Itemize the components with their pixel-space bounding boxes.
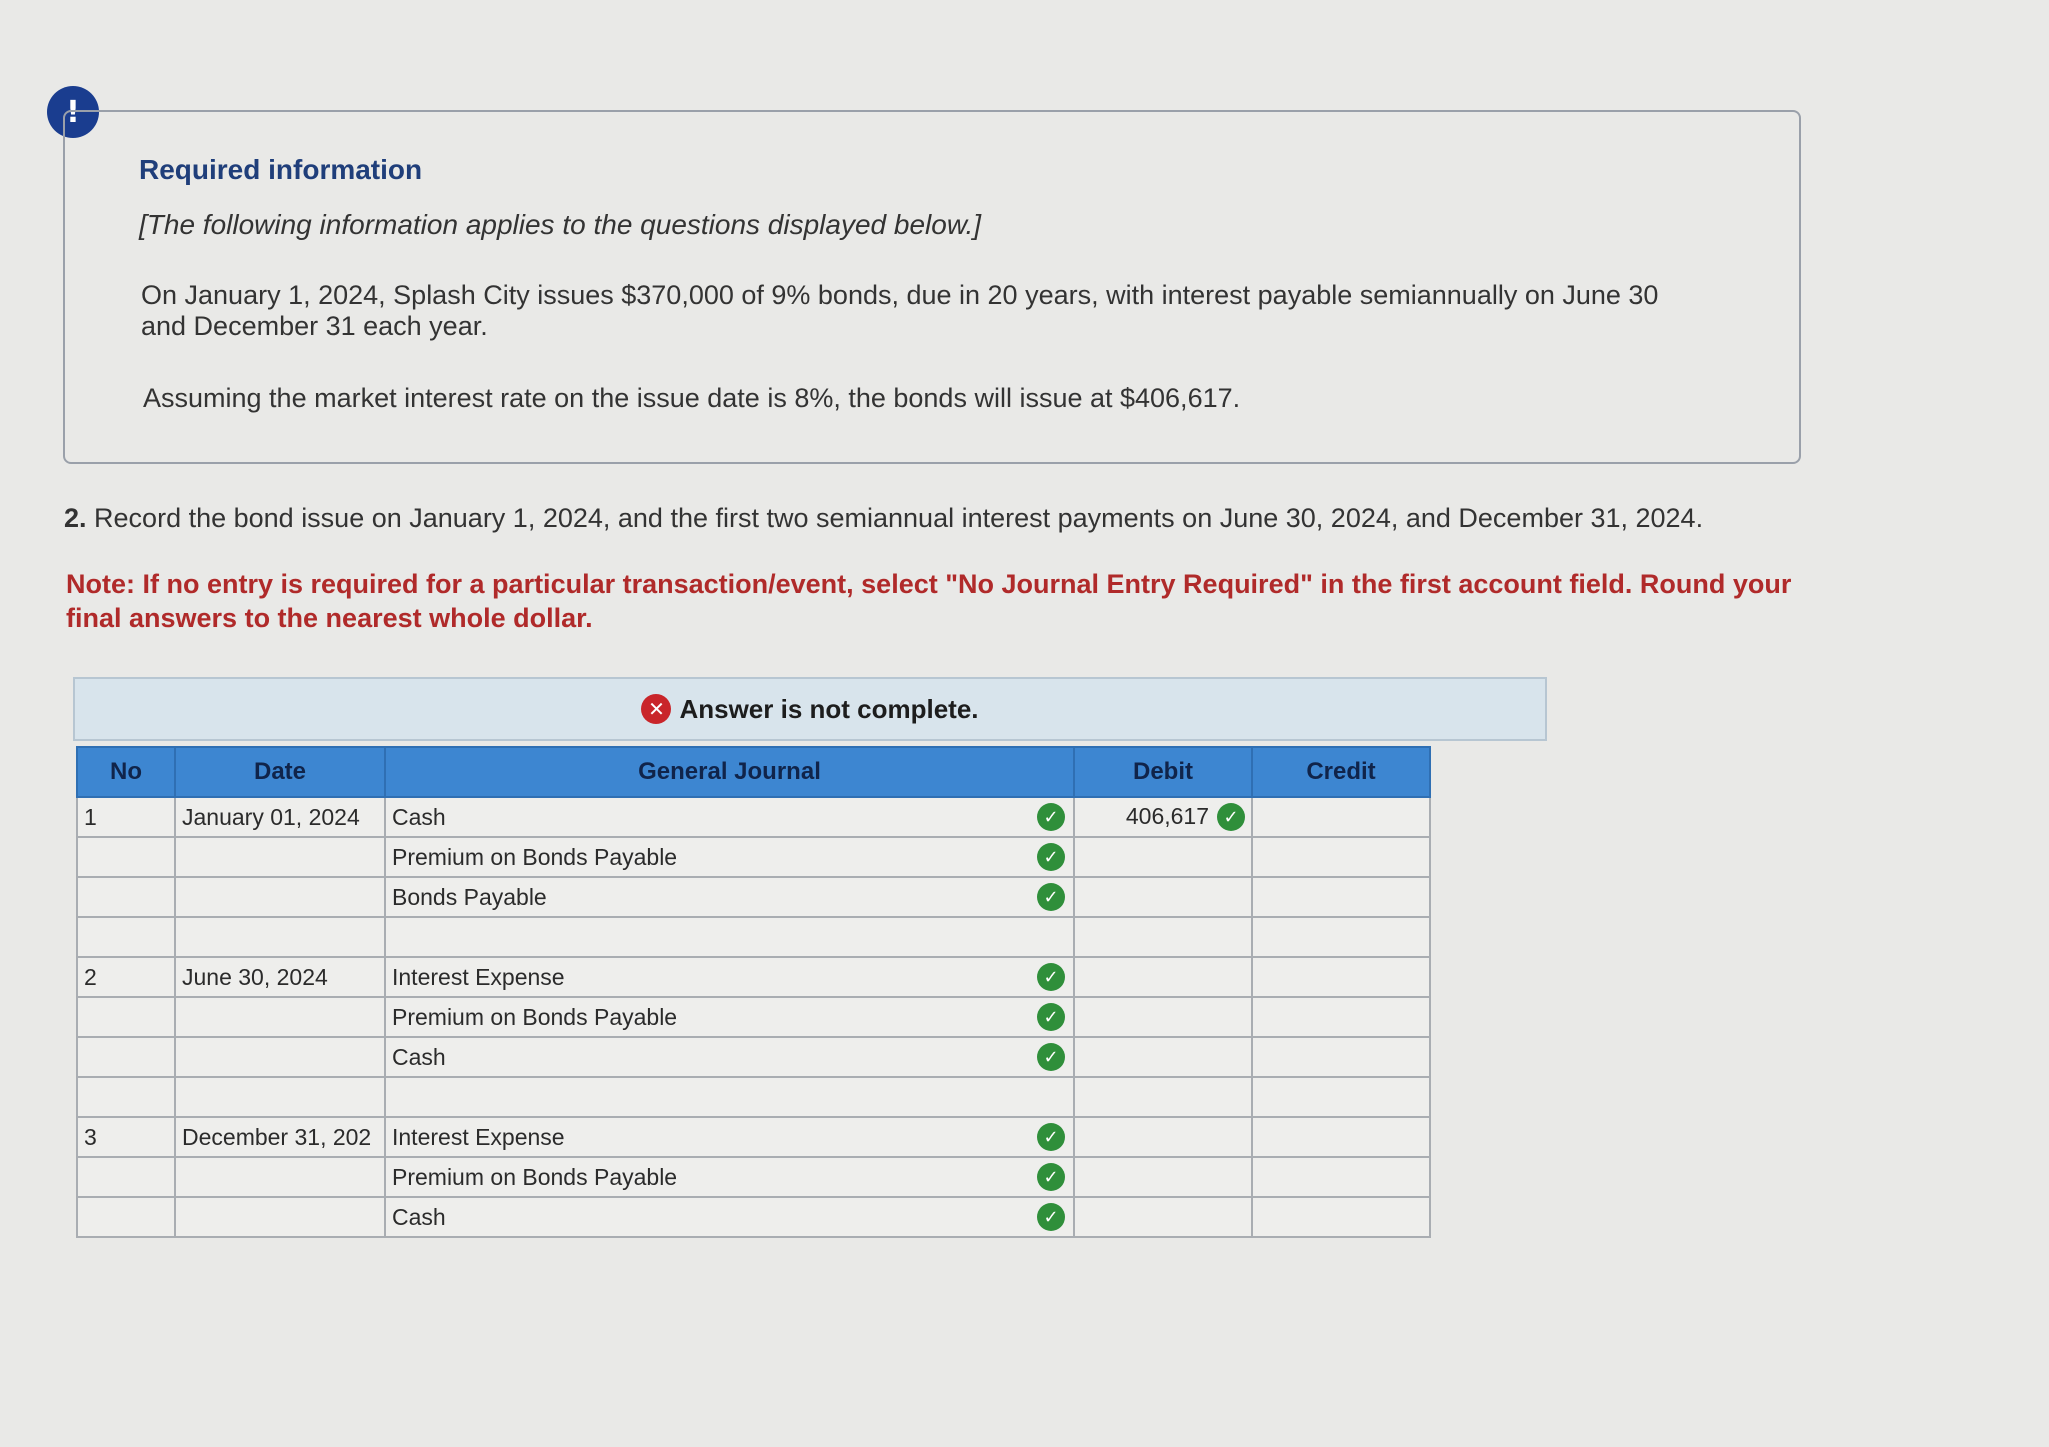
date-field[interactable] (175, 1197, 385, 1237)
credit-field[interactable] (1252, 1197, 1430, 1237)
credit-field[interactable] (1252, 1117, 1430, 1157)
general-journal-table (76, 746, 1431, 1238)
debit-field[interactable] (1074, 1157, 1252, 1197)
credit-field[interactable] (1252, 1157, 1430, 1197)
account-field[interactable] (385, 797, 1074, 837)
credit-field[interactable] (1252, 957, 1430, 997)
journal-row (77, 1117, 1430, 1157)
header-date: Date (175, 747, 385, 797)
debit-field[interactable] (1074, 877, 1252, 917)
account-field[interactable] (385, 1157, 1074, 1197)
credit-field[interactable] (1252, 1037, 1430, 1077)
date-field[interactable]: December 31, 202 (175, 1117, 385, 1157)
date-field[interactable] (175, 917, 385, 957)
journal-row (77, 1037, 1430, 1077)
question-number: 2. (64, 503, 87, 533)
journal-row (77, 997, 1430, 1037)
date-field[interactable]: June 30, 2024 (175, 957, 385, 997)
journal-row (77, 1157, 1430, 1197)
check-icon: ✓ (1217, 803, 1245, 831)
entry-no (77, 917, 175, 957)
journal-row (77, 837, 1430, 877)
debit-field[interactable] (1074, 917, 1252, 957)
account-name: Interest Expense (392, 963, 565, 990)
credit-field[interactable] (1252, 917, 1430, 957)
journal-row (77, 797, 1430, 837)
header-general-journal: General Journal (385, 747, 1074, 797)
entry-no: 3 (77, 1117, 175, 1157)
account-name: Cash (392, 1043, 446, 1070)
account-name: Interest Expense (392, 1123, 565, 1150)
entry-no (77, 1197, 175, 1237)
date-field[interactable] (175, 1157, 385, 1197)
account-field[interactable] (385, 1197, 1074, 1237)
check-icon: ✓ (1037, 1123, 1065, 1151)
check-icon: ✓ (1037, 1163, 1065, 1191)
journal-row (77, 957, 1430, 997)
entry-no (77, 1077, 175, 1117)
date-field[interactable] (175, 1037, 385, 1077)
info-subtitle: [The following information applies to the questions displayed below.] (139, 209, 982, 240)
credit-field[interactable] (1252, 837, 1430, 877)
entry-no (77, 1037, 175, 1077)
debit-field[interactable] (1074, 1077, 1252, 1117)
account-name: Bonds Payable (392, 883, 547, 910)
date-field[interactable] (175, 877, 385, 917)
journal-header-row (77, 747, 1430, 797)
credit-field[interactable] (1252, 997, 1430, 1037)
check-icon: ✓ (1037, 843, 1065, 871)
entry-no (77, 877, 175, 917)
account-field[interactable] (385, 1117, 1074, 1157)
debit-field[interactable] (1074, 1197, 1252, 1237)
check-icon: ✓ (1037, 883, 1065, 911)
check-icon: ✓ (1037, 1043, 1065, 1071)
journal-row (77, 1077, 1430, 1117)
entry-no: 2 (77, 957, 175, 997)
debit-field[interactable] (1074, 1117, 1252, 1157)
account-name: Cash (392, 803, 446, 830)
account-field[interactable] (385, 1077, 1074, 1117)
journal-row (77, 877, 1430, 917)
answer-status-banner (73, 677, 1547, 741)
date-field[interactable] (175, 837, 385, 877)
debit-value: 406,617 (1125, 802, 1209, 829)
account-name: Premium on Bonds Payable (392, 1163, 678, 1190)
question-body: Record the bond issue on January 1, 2024, and the first two semiannual interest payments on June 30, 2024, and December 31, 2024. (94, 503, 1704, 533)
entry-no: 1 (77, 797, 175, 837)
check-icon: ✓ (1037, 803, 1065, 831)
entry-no (77, 997, 175, 1037)
check-icon: ✓ (1037, 1203, 1065, 1231)
question-note: Note: If no entry is required for a particular transaction/event, select "No Journal Entry Required" in the first account field. Round your final answers to the nearest whole dollar. (66, 569, 1792, 633)
debit-field[interactable] (1074, 837, 1252, 877)
credit-field[interactable] (1252, 1077, 1430, 1117)
journal-row (77, 917, 1430, 957)
journal-row (77, 1197, 1430, 1237)
date-field[interactable] (175, 997, 385, 1037)
account-name: Premium on Bonds Payable (392, 1003, 678, 1030)
header-no: No (77, 747, 175, 797)
check-icon: ✓ (1037, 1003, 1065, 1031)
info-paragraph-2: Assuming the market interest rate on the issue date is 8%, the bonds will issue at $406,617. (143, 383, 1241, 413)
question-text (64, 502, 1804, 535)
account-field[interactable] (385, 837, 1074, 877)
account-name: Premium on Bonds Payable (392, 843, 678, 870)
credit-field[interactable] (1252, 877, 1430, 917)
account-field[interactable] (385, 957, 1074, 997)
header-credit: Credit (1252, 747, 1430, 797)
account-field[interactable] (385, 917, 1074, 957)
info-paragraph-1: On January 1, 2024, Splash City issues $370,000 of 9% bonds, due in 20 years, with interest payable semiannually on June 30 and December 31 each year. (141, 280, 1659, 341)
entry-no (77, 1157, 175, 1197)
entry-no (77, 837, 175, 877)
account-name: Cash (392, 1203, 446, 1230)
date-field[interactable]: January 01, 2024 (175, 797, 385, 837)
info-title: Required information (139, 154, 423, 185)
alert-icon: ! (47, 86, 99, 138)
account-field[interactable] (385, 877, 1074, 917)
debit-field[interactable] (1074, 797, 1252, 837)
answer-status-text: Answer is not complete. (679, 693, 979, 724)
debit-field[interactable] (1074, 997, 1252, 1037)
date-field[interactable] (175, 1077, 385, 1117)
account-field[interactable] (385, 1037, 1074, 1077)
check-icon: ✓ (1037, 963, 1065, 991)
header-debit: Debit (1074, 747, 1252, 797)
debit-field[interactable] (1074, 1037, 1252, 1077)
error-x-icon: ✕ (641, 694, 671, 724)
credit-field[interactable] (1252, 797, 1430, 837)
debit-field[interactable] (1074, 957, 1252, 997)
account-field[interactable] (385, 997, 1074, 1037)
